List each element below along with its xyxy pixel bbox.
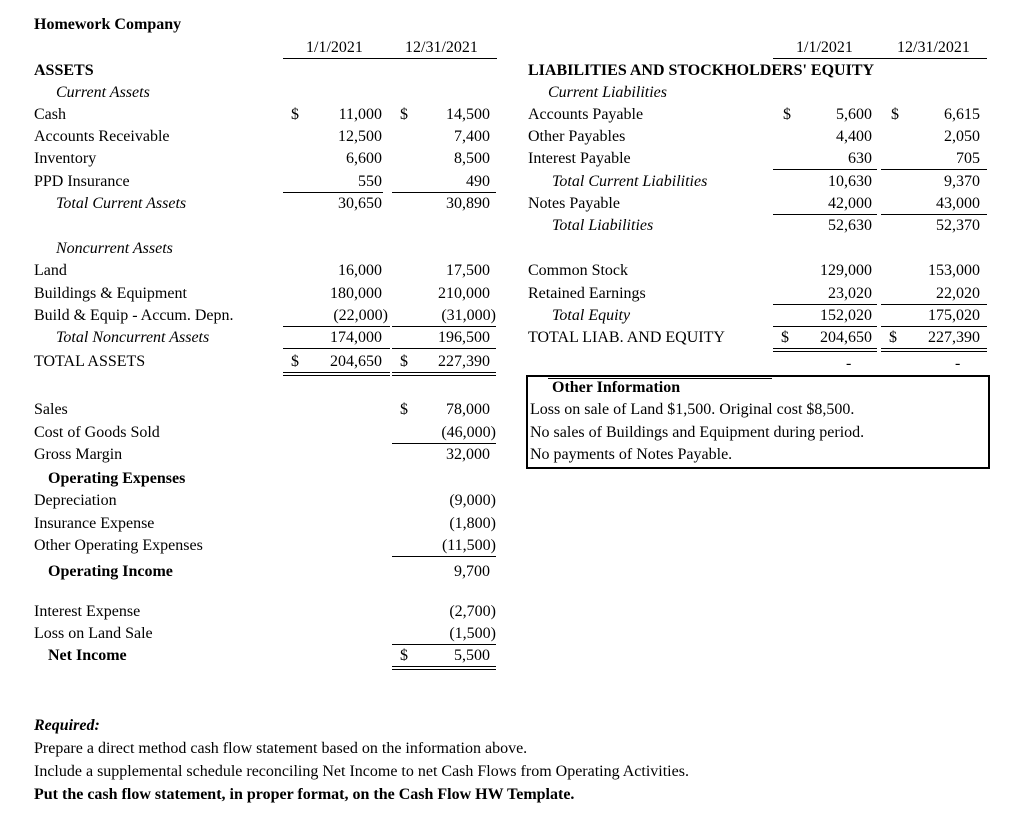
currency-sign: $ xyxy=(291,106,299,123)
noncurrent-assets-heading: Noncurrent Assets xyxy=(56,240,173,257)
other-payables-end: 2,050 xyxy=(944,128,980,145)
sales-value: 78,000 xyxy=(446,401,490,418)
ap-label: Accounts Payable xyxy=(528,106,644,123)
cash-end: 14,500 xyxy=(446,106,490,123)
common-stock-end: 153,000 xyxy=(928,262,980,279)
currency-sign: $ xyxy=(891,106,899,123)
other-info-line: No sales of Buildings and Equipment during period. xyxy=(530,424,865,441)
underline xyxy=(773,326,877,327)
opex-heading: Operating Expenses xyxy=(48,470,186,487)
net-income-value: 5,500 xyxy=(454,647,490,664)
insurance-value: (1,800) xyxy=(449,515,496,532)
underline xyxy=(392,192,496,193)
underline xyxy=(392,443,496,444)
currency-sign: $ xyxy=(783,106,791,123)
ar-start: 12,500 xyxy=(338,128,382,145)
interest-expense-label: Interest Expense xyxy=(34,603,141,620)
assets-heading: ASSETS xyxy=(34,62,94,79)
total-current-liab-label: Total Current Liabilities xyxy=(552,173,708,190)
current-assets-heading: Current Assets xyxy=(56,84,150,101)
operating-income-value: 9,700 xyxy=(454,563,490,580)
currency-sign: $ xyxy=(400,647,408,664)
cogs-value: (46,000) xyxy=(441,424,496,441)
buildings-label: Buildings & Equipment xyxy=(34,285,187,302)
check-end: - xyxy=(955,355,961,372)
operating-income-label: Operating Income xyxy=(48,563,173,580)
other-info-line: Loss on sale of Land $1,500. Original cost $8,500. xyxy=(530,401,855,418)
gross-margin-label: Gross Margin xyxy=(34,446,123,463)
required-line: Put the cash flow statement, in proper format, on the Cash Flow HW Template. xyxy=(34,786,575,803)
ppd-end: 490 xyxy=(466,173,490,190)
underline xyxy=(881,326,987,327)
total-noncurrent-label: Total Noncurrent Assets xyxy=(56,329,210,346)
underline xyxy=(881,304,987,305)
double-underline xyxy=(881,348,987,352)
double-underline xyxy=(392,666,496,670)
ppd-label: PPD Insurance xyxy=(34,173,130,190)
land-label: Land xyxy=(34,262,67,279)
inventory-end: 8,500 xyxy=(454,150,490,167)
total-liab-start: 52,630 xyxy=(828,217,872,234)
underline xyxy=(773,214,877,215)
total-assets-end: 227,390 xyxy=(438,353,490,370)
accum-depn-label: Build & Equip - Accum. Depn. xyxy=(34,307,234,324)
total-equity-end: 175,020 xyxy=(928,307,980,324)
total-current-assets-end: 30,890 xyxy=(446,195,490,212)
common-stock-label: Common Stock xyxy=(528,262,629,279)
underline xyxy=(392,556,496,557)
cogs-label: Cost of Goods Sold xyxy=(34,424,160,441)
ar-end: 7,400 xyxy=(454,128,490,145)
other-opex-value: (11,500) xyxy=(441,537,496,554)
underline xyxy=(392,326,496,327)
inventory-label: Inventory xyxy=(34,150,97,167)
underline xyxy=(283,348,390,349)
sales-label: Sales xyxy=(34,401,68,418)
currency-sign: $ xyxy=(400,401,408,418)
ap-end: 6,615 xyxy=(944,106,980,123)
total-assets-label: TOTAL ASSETS xyxy=(34,353,146,370)
total-liab-label: Total Liabilities xyxy=(552,217,654,234)
land-end: 17,500 xyxy=(446,262,490,279)
double-underline xyxy=(283,372,390,376)
interest-payable-end: 705 xyxy=(956,150,980,167)
required-title: Required: xyxy=(34,717,100,734)
total-noncurrent-end: 196,500 xyxy=(438,329,490,346)
other-payables-label: Other Payables xyxy=(528,128,626,145)
notes-payable-start: 42,000 xyxy=(828,195,872,212)
total-liab-equity-end: 227,390 xyxy=(928,329,980,346)
underline xyxy=(392,348,496,349)
insurance-label: Insurance Expense xyxy=(34,515,155,532)
company-name: Homework Company xyxy=(34,16,182,33)
notes-payable-label: Notes Payable xyxy=(528,195,620,212)
currency-sign: $ xyxy=(400,353,408,370)
total-current-assets-label: Total Current Assets xyxy=(56,195,187,212)
total-liab-equity-label: TOTAL LIAB. AND EQUITY xyxy=(528,329,725,346)
currency-sign: $ xyxy=(291,353,299,370)
total-equity-label: Total Equity xyxy=(552,307,631,324)
cash-label: Cash xyxy=(34,106,66,123)
liab-date-start: 1/1/2021 xyxy=(796,39,853,56)
currency-sign: $ xyxy=(889,329,897,346)
net-income-label: Net Income xyxy=(48,647,127,664)
inventory-start: 6,600 xyxy=(346,150,382,167)
gross-margin-value: 32,000 xyxy=(446,446,490,463)
total-equity-start: 152,020 xyxy=(820,307,872,324)
total-liab-equity-start: 204,650 xyxy=(820,329,872,346)
interest-expense-value: (2,700) xyxy=(449,603,496,620)
total-current-liab-end: 9,370 xyxy=(944,173,980,190)
other-info-title: Other Information xyxy=(552,379,681,396)
underline xyxy=(773,304,877,305)
currency-sign: $ xyxy=(781,329,789,346)
double-underline xyxy=(773,348,877,352)
required-line: Include a supplemental schedule reconciling Net Income to net Cash Flows from Operating Activities. xyxy=(34,763,689,780)
asset-date-start: 1/1/2021 xyxy=(306,39,363,56)
common-stock-start: 129,000 xyxy=(820,262,872,279)
other-opex-label: Other Operating Expenses xyxy=(34,537,203,554)
underline xyxy=(881,169,987,170)
total-current-assets-start: 30,650 xyxy=(338,195,382,212)
interest-payable-label: Interest Payable xyxy=(528,150,631,167)
required-line: Prepare a direct method cash flow statement based on the information above. xyxy=(34,740,528,757)
liab-date-end: 12/31/2021 xyxy=(897,39,970,56)
accum-depn-end: (31,000) xyxy=(441,307,496,324)
land-start: 16,000 xyxy=(338,262,382,279)
current-liab-heading: Current Liabilities xyxy=(548,84,667,101)
asset-header-rule xyxy=(283,58,497,59)
depreciation-value: (9,000) xyxy=(449,492,496,509)
retained-earnings-start: 23,020 xyxy=(828,285,872,302)
check-start: - xyxy=(846,355,852,372)
loss-land-value: (1,500) xyxy=(449,625,496,642)
total-noncurrent-start: 174,000 xyxy=(330,329,382,346)
buildings-end: 210,000 xyxy=(438,285,490,302)
total-current-liab-start: 10,630 xyxy=(828,173,872,190)
total-assets-start: 204,650 xyxy=(330,353,382,370)
asset-date-end: 12/31/2021 xyxy=(405,39,478,56)
cash-start: 11,000 xyxy=(338,106,382,123)
interest-payable-start: 630 xyxy=(848,150,872,167)
underline xyxy=(392,644,496,645)
ar-label: Accounts Receivable xyxy=(34,128,170,145)
other-info-line: No payments of Notes Payable. xyxy=(530,446,733,463)
retained-earnings-label: Retained Earnings xyxy=(528,285,646,302)
liab-header-rule xyxy=(773,58,987,59)
accum-depn-start: (22,000) xyxy=(333,307,388,324)
currency-sign: $ xyxy=(400,106,408,123)
ap-start: 5,600 xyxy=(836,106,872,123)
depreciation-label: Depreciation xyxy=(34,492,117,509)
underline xyxy=(881,214,987,215)
retained-earnings-end: 22,020 xyxy=(936,285,980,302)
other-payables-start: 4,400 xyxy=(836,128,872,145)
buildings-start: 180,000 xyxy=(330,285,382,302)
notes-payable-end: 43,000 xyxy=(936,195,980,212)
total-liab-end: 52,370 xyxy=(936,217,980,234)
ppd-start: 550 xyxy=(358,173,382,190)
underline xyxy=(773,169,877,170)
loss-land-label: Loss on Land Sale xyxy=(34,625,153,642)
underline xyxy=(283,192,383,193)
double-underline xyxy=(392,372,496,376)
liab-heading: LIABILITIES AND STOCKHOLDERS' EQUITY xyxy=(528,62,875,79)
underline xyxy=(283,326,390,327)
